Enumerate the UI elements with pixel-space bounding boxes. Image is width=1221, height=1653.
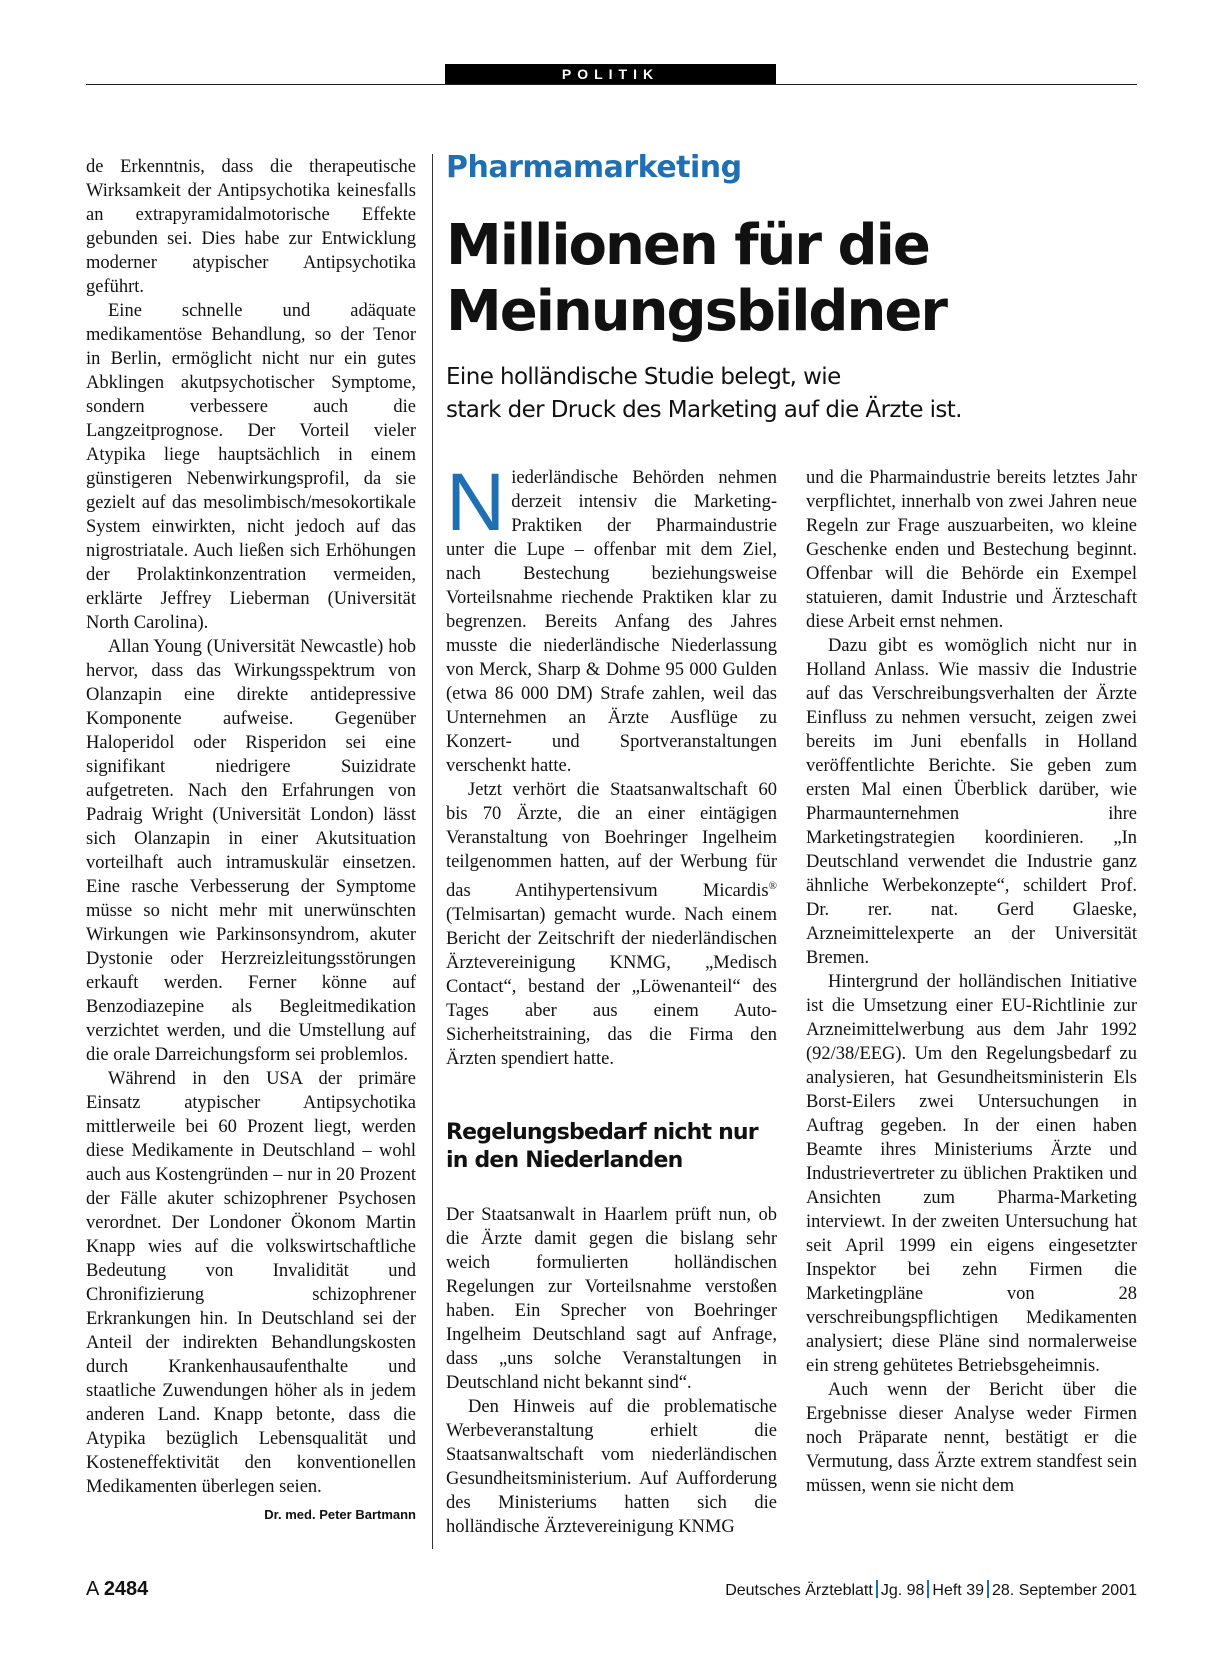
article-paragraph-4: Den Hinweis auf die problematische Werbeveranstaltung erhielt die Staatsanwaltschaft vom niederländischen Gesundheitsministerium. Auf Aufforderung des Ministeriums hatten sich die holländische Ärztevereinigung KNMG [446,1397,777,1538]
footer-separator [987,1580,989,1598]
article-paragraph-2-a: Jetzt verhört die Staatsanwaltschaft 60 bis 70 Ärzte, die an einer eintägigen Veranstaltung von Boehringer Ingelheim teilgenommen hatten, auf der Werbung für das Antihypertensivum Micardis [446,780,777,902]
article-kicker: Pharmamarketing [446,150,742,185]
header-rule [86,84,1137,85]
journal-name: Deutsches Ärzteblatt [725,1582,873,1599]
article-subhead: Regelungsbedarf nicht nur in den Niederlanden [446,1120,758,1174]
journal-date: 28. September 2001 [992,1582,1137,1599]
left-paragraph-2: Eine schnelle und adäquate medikamentöse Behandlung, so der Tenor in Berlin, ermöglicht nicht nur ein gutes Abklingen akutpsychotischer Symptome, sondern verbessere auch die Langzeitprognose. Der Vorteil vieler Atypika liege hauptsächlich in einem günstigeren Nebenwirkungsprofil, da sie gezielt auf das mesolimbisch/mesokortikale System einwirkten, nicht jedoch auf das nigrostriatale. Auch ließen sich Erhöhungen der Prolaktinkonzentration vermeiden, erklärte Jeffrey Lieberman (Universität North Carolina). [86,301,416,633]
footer-publication-info [725,1580,1137,1600]
page-folio [86,1578,148,1601]
left-paragraph-1: de Erkenntnis, dass die therapeutische Wirksamkeit der Antipsychotika keinesfalls an extrapyramidalmotorische Effekte gebunden sei. Dies habe zur Entwicklung moderner atypischer Antipsychotika geführt. [86,157,416,297]
article-paragraph-5: und die Pharmaindustrie bereits letztes Jahr verpflichtet, innerhalb von zwei Jahren neue Regeln zur Frage auszuarbeiten, wo kleine Geschenke enden und Bestechung beginnt. Offenbar will die Behörde ein Exempel statuieren, damit Industrie und Ärzteschaft diese Arbeit ernst nehmen. [806,468,1137,632]
article-paragraph-1 [446,457,777,778]
column-divider [432,154,433,1549]
journal-volume: Jg. 98 [880,1582,925,1599]
article-paragraph-2 [446,778,777,1071]
headline-line-2: Meinungsbildner [446,279,946,344]
left-paragraph-4 [86,1067,416,1522]
left-paragraph-4-text: Während in den USA der primäre Einsatz atypischer Antipsychotika mittlerweile bei 60 Prozent liegt, werden diese Medikamente in Deutschland – wohl auch aus Kostengründen – nur in 20 Prozent der Fälle akuter schizophrener Psychosen verordnet. Der Londoner Ökonom Martin Knapp wies auf die volkswirtschaftliche Bedeutung von Invalidität und Chronifizierung schizophrener Erkrankungen hin. In Deutschland sei der Anteil der indirekten Behandlungskosten durch Krankenhausaufenthalte und staatliche Zuwendungen höher als in jedem anderen Land. Knapp betonte, dass die Atypika bezüglich Lebensqualität und Kosteneffektivität den konventionellen Medikamenten überlegen seien. [86,1069,416,1497]
article-paragraph-6: Dazu gibt es womöglich nicht nur in Holland Anlass. Wie massiv die Industrie auf das Verschreibungsverhalten der Ärzte Einfluss zu nehmen versucht, zeigen zwei bereits im Juni ebenfalls in Holland veröffentlichte Berichte. Sie geben zum ersten Mal einen Überblick darüber, wie Pharmaunternehmen ihre Marketingstrategien koordinieren. „In Deutschland verwendet die Industrie ganz ähnliche Werbekonzepte“, schildert Prof. Dr. rer. nat. Gerd Glaeske, Arzneimittelexperte an der Universität Bremen. [806,636,1137,968]
article-paragraph-7: Hintergrund der holländischen Initiative ist die Umsetzung einer EU-Richtlinie zur Arzneimittelwerbung aus dem Jahr 1992 (92/38/EEG). Um den Regelungsbedarf zu analysieren, hat Gesundheitsministerin Els Borst-Eilers zwei Untersuchungen in Auftrag gegeben. In der einen haben Beamte ihres Ministeriums Ärzte und Industrievertreter zu üblichen Praktiken und Ansichten zum Pharma-Marketing interviewt. In der zweiten Untersuchung hat seit April 1999 ein eigens eingesetzter Inspektor bei zehn Firmen die Marketingpläne von 28 verschreibungspflichtigen Medikamenten analysiert; diese Pläne sind normalerweise ein streng gehütetes Betriebsgeheimnis. [806,972,1137,1376]
left-paragraph-3: Allan Young (Universität Newcastle) hob hervor, dass das Wirkungsspektrum von Olanzapin eine direkte antidepressive Komponente aufweise. Gegenüber Haloperidol oder Risperidon sei eine signifikant niedrigere Suizidrate aufgetreten. Nach den Erfahrungen von Padraig Wright (Universität London) lässt sich Olanzapin in einer Akutsituation vorteilhaft auch intramuskulär einsetzen. Eine rasche Verbesserung der Symptome müsse so nicht mehr mit unerwünschten Wirkungen wie Parkinsonsyndrom, akuter Dystonie oder Herzreizleitungsstörungen erkauft werden. Ferner könne auf Benzodiazepine als Begleitmedikation verzichtet werden, und die Umstellung auf die orale Darreichungsform sei problemlos. [86,637,416,1065]
deck-line-2: stark der Druck des Marketing auf die Ärzte ist. [446,397,962,423]
drop-cap: N [446,457,506,548]
left-column [86,155,416,1527]
section-label: POLITIK [445,64,776,85]
author-credit: Dr. med. Peter Bartmann [264,1507,416,1522]
article-column-1 [446,457,777,1539]
footer-separator [927,1580,929,1598]
journal-issue: Heft 39 [932,1582,984,1599]
article-column-2 [806,466,1137,1498]
registered-mark: ® [768,880,777,892]
deck-line-1: Eine holländische Studie belegt, wie [446,364,841,390]
article-deck [446,361,1146,427]
article-paragraph-2-b: (Telmisartan) gemacht wurde. Nach einem Bericht der Zeitschrift der niederländischen Ärztevereinigung KNMG, „Medisch Contact“, bestand der „Löwenanteil“ des Tages aber aus einem Auto-Sicherheitstraining, das die Firma den Ärzten spendiert hatte. [446,905,777,1070]
headline-line-1: Millionen für die [446,213,929,278]
article-paragraph-3: Der Staatsanwalt in Haarlem prüft nun, ob die Ärzte damit gegen die bislang sehr weich formulierten holländischen Regelungen zur Vorteilsnahme verstoßen haben. Ein Sprecher von Boehringer Ingelheim Deutschland sagt auf Anfrage, dass „uns solche Veranstaltungen in Deutschland nicht bekannt sind“. [446,1205,777,1394]
page-number: 2484 [103,1578,149,1600]
article-headline [446,213,1146,345]
folio-prefix: A [86,1578,99,1600]
article-paragraph-1-text: iederländische Behörden nehmen derzeit intensiv die Marketing-Praktiken der Pharmaindustrie unter die Lupe – offenbar mit dem Ziel, nach Bestechung beziehungsweise Vorteilsnahme riechende Praktiken klar zu begrenzen. Bereits Anfang des Jahres musste die niederländische Niederlassung von Merck, Sharp & Dohme 95 000 Gulden (etwa 86 000 DM) Strafe zahlen, weil das Unternehmen an Ärzte Ausflüge zu Konzert- und Sportveranstaltungen verschenkt hatte. [446,468,777,776]
footer-separator [876,1580,878,1598]
article-paragraph-8: Auch wenn der Bericht über die Ergebnisse dieser Analyse weder Firmen noch Präparate nennt, bestätigt er die Vermutung, dass Ärzte extrem standfest sein müssen, wenn sie nicht dem [806,1380,1137,1496]
